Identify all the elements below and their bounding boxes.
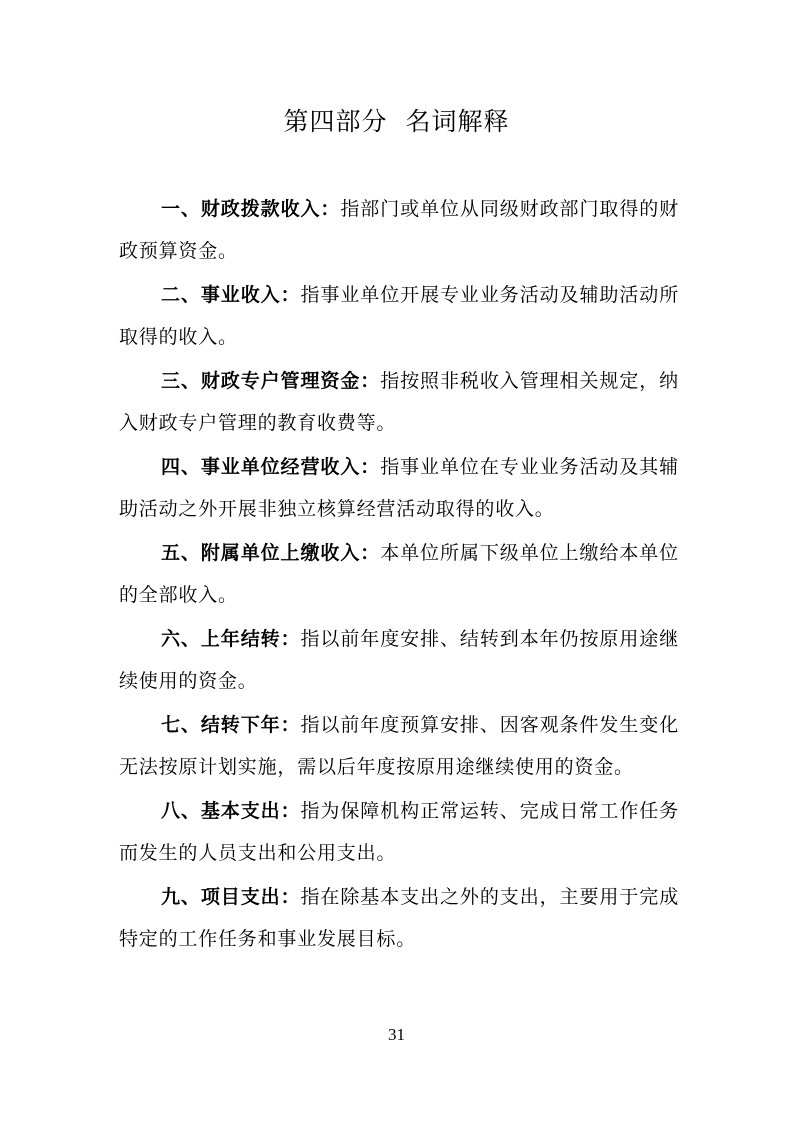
- glossary-content: [119, 188, 679, 962]
- glossary-term: 七、结转下年：: [161, 714, 301, 736]
- glossary-term: 六、上年结转：: [161, 628, 301, 650]
- glossary-definition: 指为保障机构正常运转、完成日常工作任务而发生的人员支出和公用支出。: [119, 800, 679, 864]
- glossary-definition: 指事业单位在专业业务活动及其辅助活动之外开展非独立核算经营活动取得的收入。: [119, 456, 679, 520]
- glossary-term: 五、附属单位上缴收入：: [161, 542, 381, 564]
- glossary-definition: 本单位所属下级单位上缴给本单位的全部收入。: [119, 542, 679, 606]
- glossary-term: 一、财政拨款收入：: [161, 198, 341, 220]
- glossary-term: 八、基本支出：: [161, 800, 301, 822]
- glossary-definition: 指以前年度安排、结转到本年仍按原用途继续使用的资金。: [119, 628, 679, 692]
- glossary-term: 四、事业单位经营收入：: [161, 456, 381, 478]
- page-title: 第四部分 名词解释: [283, 107, 510, 136]
- glossary-entry: [119, 790, 679, 874]
- glossary-entry: [119, 274, 679, 358]
- glossary-term: 二、事业收入：: [161, 284, 301, 306]
- glossary-definition: 指以前年度预算安排、因客观条件发生变化无法按原计划实施，需以后年度按原用途继续使用的资金。: [119, 714, 679, 778]
- glossary-definition: 指在除基本支出之外的支出，主要用于完成特定的工作任务和事业发展目标。: [119, 886, 679, 950]
- glossary-entry: [119, 446, 679, 530]
- glossary-entry: [119, 876, 679, 960]
- glossary-definition: 指事业单位开展专业业务活动及辅助活动所取得的收入。: [119, 284, 679, 348]
- glossary-entry: [119, 532, 679, 616]
- glossary-entry: [119, 360, 679, 444]
- glossary-term: 三、财政专户管理资金：: [161, 370, 381, 392]
- glossary-definition: 指部门或单位从同级财政部门取得的财政预算资金。: [119, 198, 680, 262]
- glossary-definition: 指按照非税收入管理相关规定，纳入财政专户管理的教育收费等。: [119, 370, 679, 434]
- glossary-entry: [119, 618, 679, 702]
- page-number: 31: [388, 1025, 405, 1044]
- glossary-entry: [119, 704, 679, 788]
- glossary-entry: [119, 188, 679, 272]
- glossary-term: 九、项目支出：: [161, 886, 301, 908]
